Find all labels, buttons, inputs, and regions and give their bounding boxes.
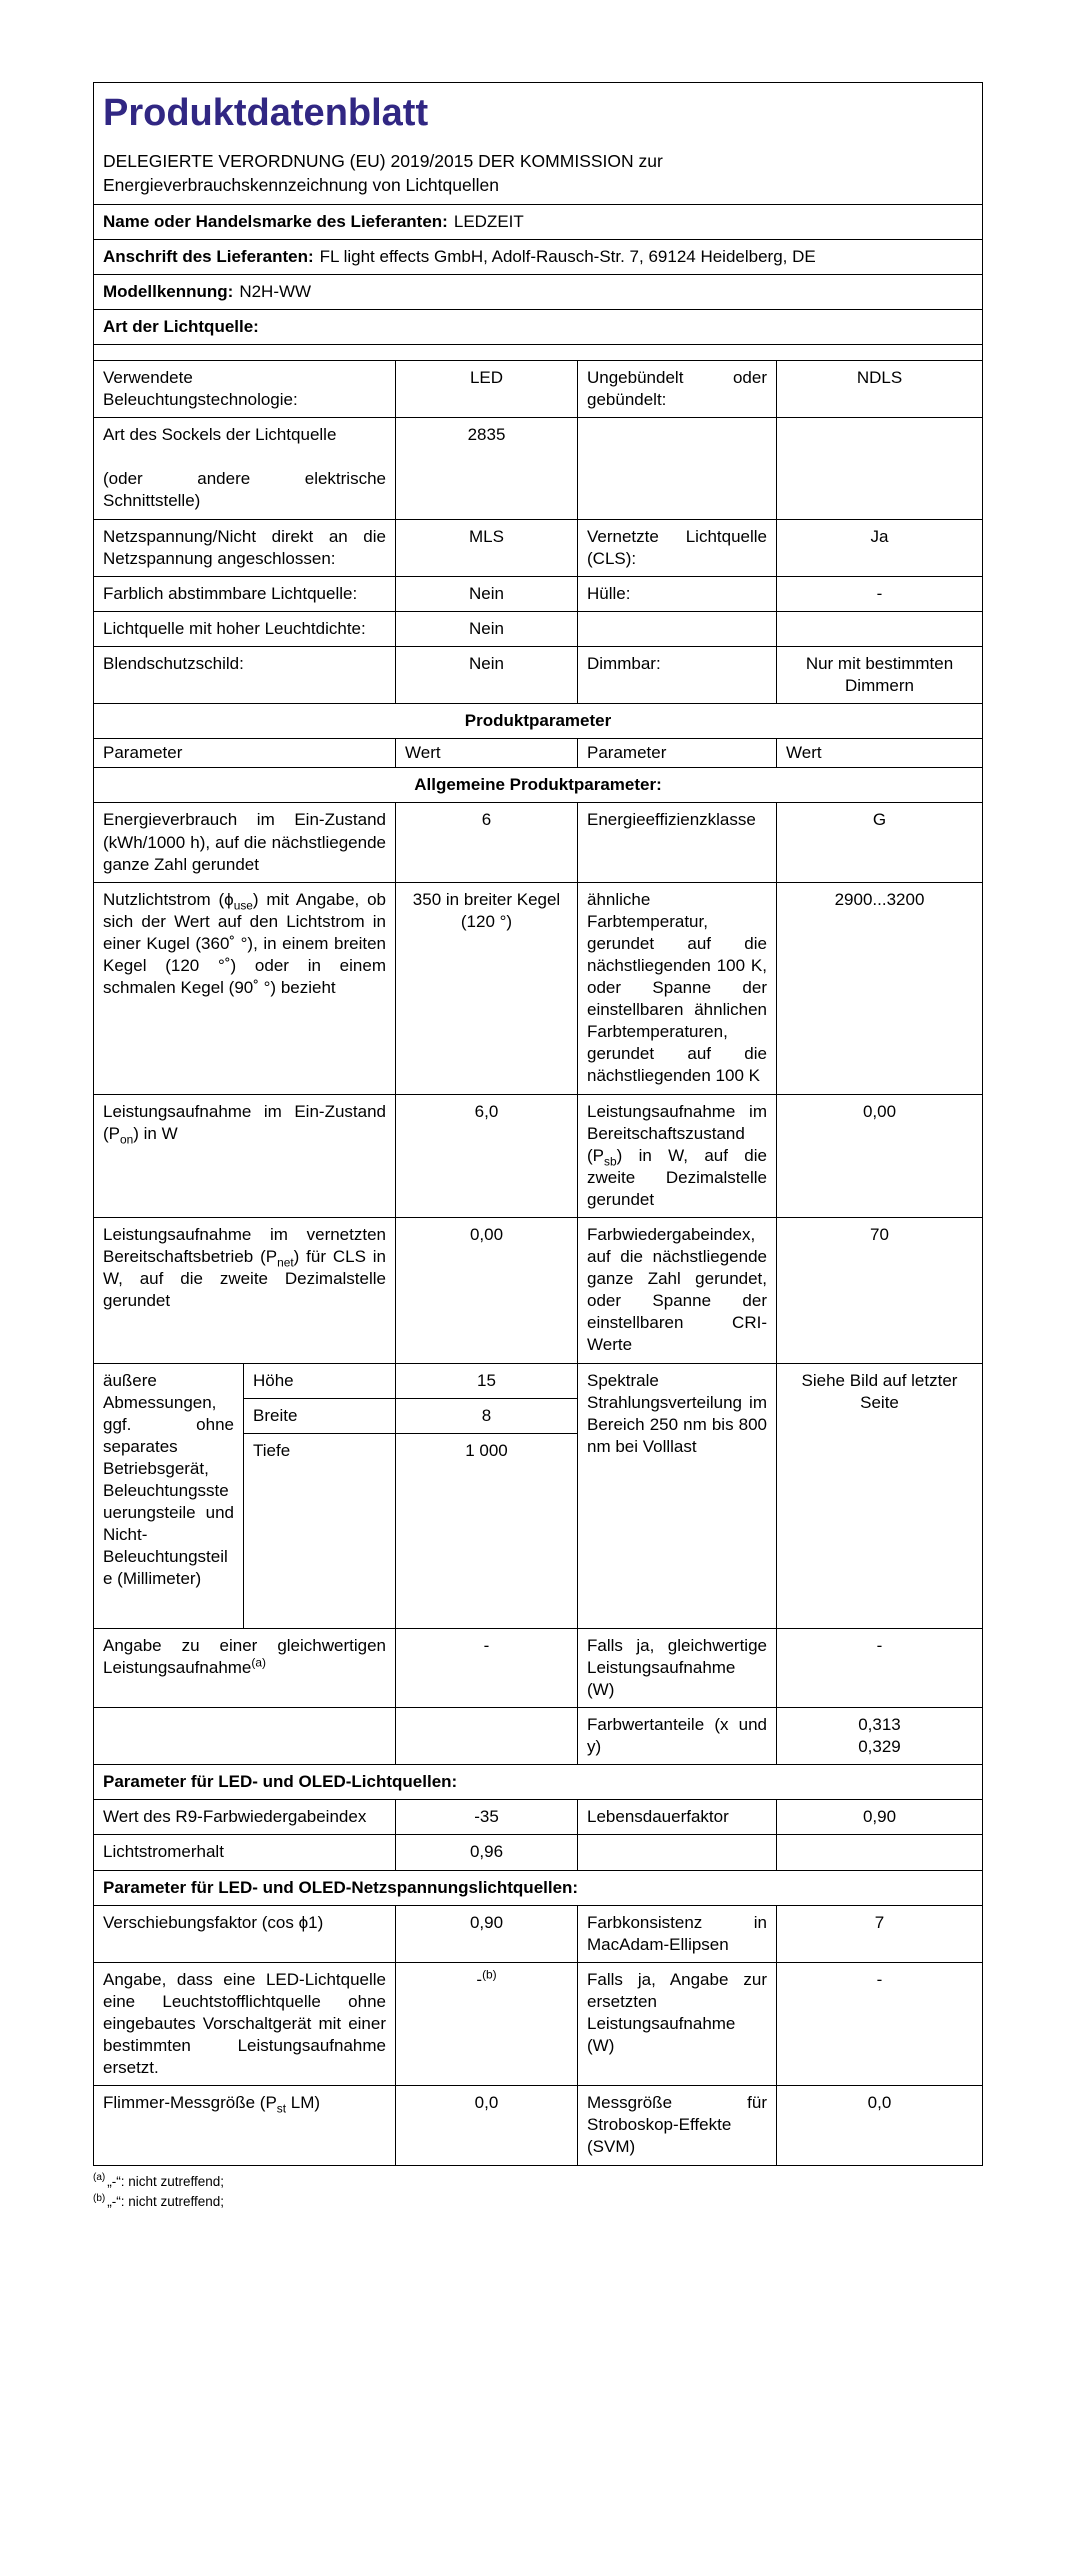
row-energy-consumption bbox=[94, 803, 983, 882]
value-networked-standby-power: 0,00 bbox=[396, 1218, 578, 1364]
dimension-depth-label: Tiefe bbox=[244, 1433, 396, 1628]
footnotes bbox=[93, 2172, 982, 2214]
param-high-luminance: Lichtquelle mit hoher Leuchtdichte: bbox=[94, 611, 396, 646]
spacer-cell bbox=[94, 345, 983, 361]
value-connected-light-source: Ja bbox=[777, 519, 983, 576]
value-replacement-claim: -$^{(b)}$ bbox=[396, 1962, 578, 2085]
row-dimensions bbox=[94, 1363, 983, 1398]
param-color-tunable: Farblich abstimmbare Lichtquelle: bbox=[94, 576, 396, 611]
param-energy-consumption: Energieverbrauch im Ein-Zustand (kWh/1000 h), auf die nächstliegende ganze Zahl gerundet bbox=[94, 803, 396, 882]
value-cri: 70 bbox=[777, 1218, 983, 1364]
column-header-wert-2: Wert bbox=[777, 739, 983, 768]
param-lighting-technology: Verwendete Beleuchtungstechnologie: bbox=[94, 361, 396, 418]
title-cell bbox=[94, 83, 983, 205]
row-mains-section-heading bbox=[94, 1870, 983, 1905]
value-dimmable: Nur mit bestimmten Dimmern bbox=[777, 646, 983, 703]
value-equivalent-power-claim: - bbox=[396, 1628, 578, 1707]
row-product-params-heading bbox=[94, 704, 983, 739]
row-socket-type bbox=[94, 418, 983, 519]
row-color-tunable bbox=[94, 576, 983, 611]
column-header-parameter-2: Parameter bbox=[578, 739, 777, 768]
dimension-width-value: 8 bbox=[396, 1398, 578, 1433]
value-empty-4 bbox=[777, 1835, 983, 1870]
row-column-headers bbox=[94, 739, 983, 768]
row-r9-index bbox=[94, 1800, 983, 1835]
row-high-luminance bbox=[94, 611, 983, 646]
spacer-row bbox=[94, 345, 983, 361]
param-r9-index: Wert des R9-Farbwiedergabeindex bbox=[94, 1800, 396, 1835]
page-title: Produktdatenblatt bbox=[103, 92, 429, 134]
value-energy-class: G bbox=[777, 803, 983, 882]
value-chromaticity: 0,313 0,329 bbox=[777, 1708, 983, 1765]
param-power-on-mode: Leistungsaufnahme im Ein-Zustand $(P_{on})$ in W bbox=[94, 1094, 396, 1217]
row-replacement-claim bbox=[94, 1962, 983, 2085]
value-spectral-distribution: Siehe Bild auf letzter Seite bbox=[777, 1363, 983, 1628]
param-displacement-factor: Verschiebungsfaktor (cos ϕ1) bbox=[94, 1905, 396, 1962]
row-section-light-source-type bbox=[94, 309, 983, 344]
model-id-label: Modellkennung: bbox=[103, 281, 234, 301]
value-envelope: - bbox=[777, 576, 983, 611]
footnote-b bbox=[93, 2192, 982, 2213]
row-anti-glare bbox=[94, 646, 983, 703]
row-lumen-maintenance bbox=[94, 1835, 983, 1870]
param-envelope: Hülle: bbox=[578, 576, 777, 611]
value-energy-consumption: 6 bbox=[396, 803, 578, 882]
supplier-address-value: FL light effects GmbH, Adolf-Rausch-Str. 7, 69124 Heidelberg, DE bbox=[319, 246, 816, 266]
param-empty-4 bbox=[578, 1835, 777, 1870]
product-params-heading: Produktparameter bbox=[94, 704, 983, 739]
value-stroboscopic-effect: 0,0 bbox=[777, 2086, 983, 2165]
row-displacement-factor bbox=[94, 1905, 983, 1962]
row-useful-luminous-flux bbox=[94, 882, 983, 1094]
value-color-consistency: 7 bbox=[777, 1905, 983, 1962]
value-empty-1 bbox=[777, 418, 983, 519]
param-replacement-claim: Angabe, dass eine LED-Lichtquelle eine Leuchtstofflichtquelle ohne eingebautes Vorschaltgerät mit einer bestimmten Leistungsaufnahme ersetzt. bbox=[94, 1962, 396, 2085]
value-survival-factor: 0,90 bbox=[777, 1800, 983, 1835]
param-empty-1 bbox=[578, 418, 777, 519]
param-equivalent-power-claim: Angabe zu einer gleichwertigen Leistungsaufnahme$^{(a)}$ bbox=[94, 1628, 396, 1707]
param-chromaticity: Farbwertanteile (x und y) bbox=[578, 1708, 777, 1765]
footnote-a-text: „-“: nicht zutreffend; bbox=[107, 2173, 225, 2189]
row-model-id bbox=[94, 274, 983, 309]
value-useful-luminous-flux: 350 in breiter Kegel (120 °) bbox=[396, 882, 578, 1094]
dimension-depth-value: 1 000 bbox=[396, 1433, 578, 1628]
subtitle-line-2: Energieverbrauchskennzeichnung von Lichtquellen bbox=[103, 175, 499, 196]
param-empty-3 bbox=[94, 1708, 396, 1765]
model-id-value: N2H-WW bbox=[239, 281, 312, 301]
param-standby-power: Leistungsaufnahme im Bereitschaftszustand $(P_{sb})$ in W, auf die zweite Dezimalstelle gerundet bbox=[578, 1094, 777, 1217]
led-section-heading: Parameter für LED- und OLED-Lichtquellen: bbox=[94, 1765, 983, 1800]
value-color-temperature: 2900...3200 bbox=[777, 882, 983, 1094]
supplier-address-cell bbox=[94, 239, 983, 274]
product-datasheet bbox=[93, 82, 982, 2213]
param-replaced-power: Falls ja, Angabe zur ersetzten Leistungsaufnahme (W) bbox=[578, 1962, 777, 2085]
param-lumen-maintenance: Lichtstromerhalt bbox=[94, 1835, 396, 1870]
param-directional: Ungebündelt oder gebündelt: bbox=[578, 361, 777, 418]
row-networked-standby-power bbox=[94, 1218, 983, 1364]
param-dimensions: äußere Abmessungen, ggf. ohne separates Betriebsgerät, Beleuchtungssteuerungsteile und Nicht-Beleuchtungsteile (Millimeter) bbox=[94, 1363, 244, 1628]
row-supplier-address bbox=[94, 239, 983, 274]
supplier-address-label: Anschrift des Lieferanten: bbox=[103, 246, 314, 266]
row-chromaticity bbox=[94, 1708, 983, 1765]
footnote-b-text: „-“: nicht zutreffend; bbox=[107, 2194, 225, 2210]
value-standby-power: 0,00 bbox=[777, 1094, 983, 1217]
param-empty-2 bbox=[578, 611, 777, 646]
row-equivalent-power bbox=[94, 1628, 983, 1707]
row-title bbox=[94, 83, 983, 205]
value-r9-index: -35 bbox=[396, 1800, 578, 1835]
param-networked-standby-power: Leistungsaufnahme im vernetzten Bereitschaftsbetrieb $(P_{net})$ für CLS in W, auf die zweite Dezimalstelle gerundet bbox=[94, 1218, 396, 1364]
datasheet-table bbox=[93, 82, 983, 2166]
value-lighting-technology: LED bbox=[396, 361, 578, 418]
row-mains-voltage bbox=[94, 519, 983, 576]
section-light-source-type-heading: Art der Lichtquelle: bbox=[94, 309, 983, 344]
param-color-consistency: Farbkonsistenz in MacAdam-Ellipsen bbox=[578, 1905, 777, 1962]
value-socket-type: 2835 bbox=[396, 418, 578, 519]
row-supplier-name bbox=[94, 204, 983, 239]
row-led-section-heading bbox=[94, 1765, 983, 1800]
supplier-name-value: LEDZEIT bbox=[453, 211, 524, 231]
footnote-a-marker: (a) bbox=[93, 2172, 106, 2184]
row-general-params-heading bbox=[94, 768, 983, 803]
footnote-a bbox=[93, 2172, 982, 2193]
value-empty-3 bbox=[396, 1708, 578, 1765]
param-equivalent-power: Falls ja, gleichwertige Leistungsaufnahme (W) bbox=[578, 1628, 777, 1707]
row-power-on-mode bbox=[94, 1094, 983, 1217]
dimension-height-label: Höhe bbox=[244, 1363, 396, 1398]
supplier-name-cell bbox=[94, 204, 983, 239]
param-energy-class: Energieeffizienzklasse bbox=[578, 803, 777, 882]
param-useful-luminous-flux: Nutzlichtstrom $(\phi_{use})$ mit Angabe, ob sich der Wert auf den Lichtstrom in einer Kugel (360˚ °), in einem breiten Kegel (120 °˚) oder in einem schmalen Kegel (90˚ °) bezieht bbox=[94, 882, 396, 1094]
value-replaced-power: - bbox=[777, 1962, 983, 2085]
model-id-cell bbox=[94, 274, 983, 309]
dimension-width-label: Breite bbox=[244, 1398, 396, 1433]
param-color-temperature: ähnliche Farbtemperatur, gerundet auf die nächstliegenden 100 K, oder Spanne der einstellbaren ähnlichen Farbtemperaturen, gerundet auf die nächstliegenden 100 K bbox=[578, 882, 777, 1094]
param-dimmable: Dimmbar: bbox=[578, 646, 777, 703]
row-flicker bbox=[94, 2086, 983, 2165]
row-lighting-technology bbox=[94, 361, 983, 418]
general-params-heading: Allgemeine Produktparameter: bbox=[94, 768, 983, 803]
param-anti-glare: Blendschutzschild: bbox=[94, 646, 396, 703]
dimension-height-value: 15 bbox=[396, 1363, 578, 1398]
subtitle-line-1: DELEGIERTE VERORDNUNG (EU) 2019/2015 DER KOMMISSION zur bbox=[103, 151, 663, 172]
value-directional: NDLS bbox=[777, 361, 983, 418]
value-anti-glare: Nein bbox=[396, 646, 578, 703]
value-power-on-mode: 6,0 bbox=[396, 1094, 578, 1217]
param-connected-light-source: Vernetzte Lichtquelle (CLS): bbox=[578, 519, 777, 576]
param-cri: Farbwiedergabeindex, auf die nächstliegende ganze Zahl gerundet, oder Spanne der einstellbaren CRI-Werte bbox=[578, 1218, 777, 1364]
supplier-name-label: Name oder Handelsmarke des Lieferanten: bbox=[103, 211, 448, 231]
column-header-parameter-1: Parameter bbox=[94, 739, 396, 768]
value-mains-voltage: MLS bbox=[396, 519, 578, 576]
value-displacement-factor: 0,90 bbox=[396, 1905, 578, 1962]
footnote-b-marker: (b) bbox=[93, 2192, 106, 2204]
value-empty-2 bbox=[777, 611, 983, 646]
value-equivalent-power: - bbox=[777, 1628, 983, 1707]
value-lumen-maintenance: 0,96 bbox=[396, 1835, 578, 1870]
param-flicker: Flimmer-Messgröße ($P_{st}$ LM) bbox=[94, 2086, 396, 2165]
value-color-tunable: Nein bbox=[396, 576, 578, 611]
param-stroboscopic-effect: Messgröße für Stroboskop-Effekte (SVM) bbox=[578, 2086, 777, 2165]
value-high-luminance: Nein bbox=[396, 611, 578, 646]
column-header-wert-1: Wert bbox=[396, 739, 578, 768]
param-survival-factor: Lebensdauerfaktor bbox=[578, 1800, 777, 1835]
param-socket-type: Art des Sockels der Lichtquelle (oder andere elektrische Schnittstelle) bbox=[94, 418, 396, 519]
value-flicker: 0,0 bbox=[396, 2086, 578, 2165]
param-spectral-distribution: Spektrale Strahlungsverteilung im Bereich 250 nm bis 800 nm bei Volllast bbox=[578, 1363, 777, 1628]
mains-section-heading: Parameter für LED- und OLED-Netzspannungslichtquellen: bbox=[94, 1870, 983, 1905]
param-mains-voltage: Netzspannung/Nicht direkt an die Netzspannung angeschlossen: bbox=[94, 519, 396, 576]
